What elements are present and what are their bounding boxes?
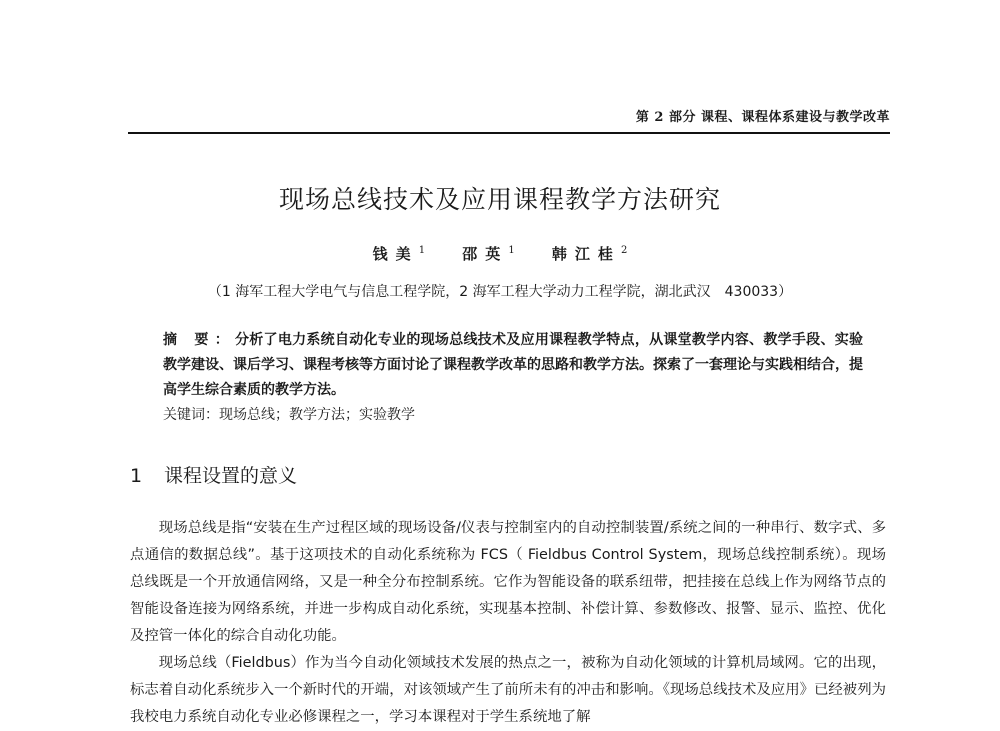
author-name: 邵英 — [462, 245, 509, 263]
keywords-label: 关键词： — [163, 407, 219, 423]
keywords — [163, 404, 863, 424]
author — [552, 243, 627, 264]
affiliation-mark: 1 — [508, 245, 515, 256]
author — [373, 243, 425, 264]
author-name: 韩江桂 — [551, 245, 621, 263]
section-heading — [130, 461, 297, 488]
abstract — [163, 328, 863, 403]
running-header: 第 2 部分 课程、课程体系建设与教学改革 — [635, 110, 890, 125]
affiliation: （1 海军工程大学电气与信息工程学院，2 海军工程大学动力工程学院，湖北武汉 430033） — [207, 284, 793, 300]
author — [462, 243, 514, 264]
paragraph: 现场总线是指“安装在生产过程区域的现场设备/仪表与控制室内的自动控制装置/系统之间的一种串行、数字式、多点通信的数据总线”。基于这项技术的自动化系统称为 FCS（ Fieldbus Control System，现场总线控制系统）。现场总线既是一个开放通信网络，又是一种全分布控制系统。它作为智能设备的联系纽带，把挂接在总线上作为网络节点的智能设备连接为网络系统，并进一步构成自动化系统，实现基本控制、补偿计算、参数修改、报警、显示、监控、优化及控管一体化的综合自动化功能。 — [130, 520, 886, 644]
body-text — [130, 515, 886, 731]
paper-title: 现场总线技术及应用课程教学方法研究 — [278, 185, 721, 214]
abstract-text: 分析了电力系统自动化专业的现场总线技术及应用课程教学特点，从课堂教学内容、教学手段、实验教学建设、课后学习、课程考核等方面讨论了课程教学改革的思路和教学方法。探索了一套理论与实践相结合，提高学生综合素质的教学方法。 — [163, 332, 864, 398]
section-number: 1 — [130, 465, 143, 487]
affiliation-mark: 2 — [620, 245, 628, 256]
section-title: 课程设置的意义 — [164, 465, 298, 487]
paragraph: 现场总线（Fieldbus）作为当今自动化领域技术发展的热点之一，被称为自动化领域的计算机局域网。它的出现，标志着自动化系统步入一个新时代的开端，对该领域产生了前所未有的冲击和影响。《现场总线技术及应用》已经被列为我校电力系统自动化专业必修课程之一，学习本课程对于学生系统地了解 — [130, 655, 886, 725]
keywords-text: 现场总线；教学方法；实验教学 — [219, 407, 415, 423]
abstract-label: 摘 要： — [163, 332, 235, 348]
affiliation-mark: 1 — [418, 245, 426, 256]
author-list — [0, 243, 1000, 264]
author-name: 钱美 — [372, 245, 419, 263]
header-rule — [128, 132, 890, 134]
